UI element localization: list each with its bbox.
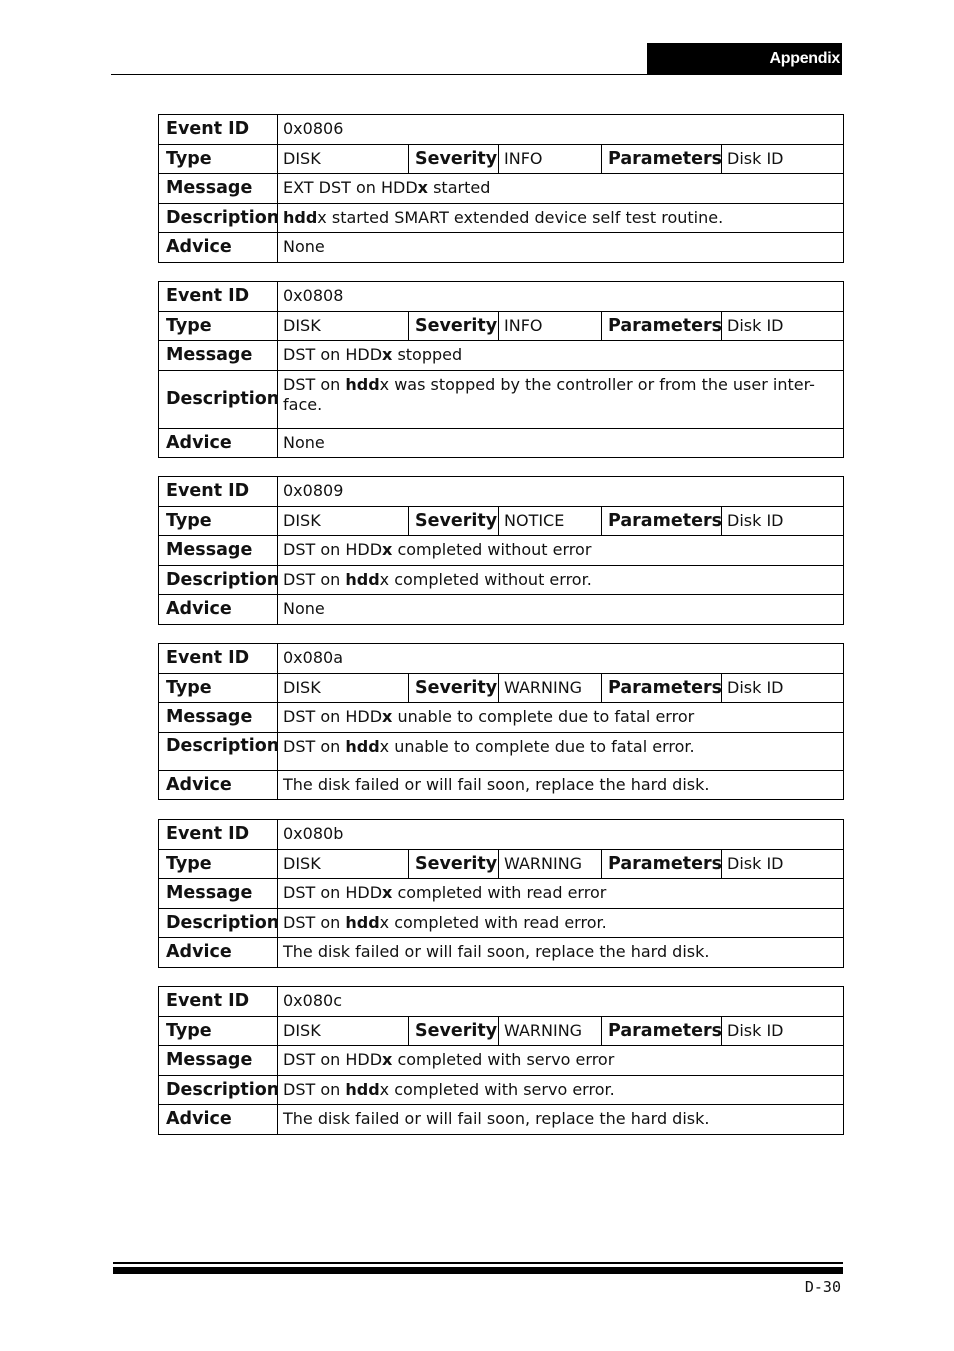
parameters-value: Disk ID [722,849,844,879]
description-text-rest: x started SMART extended device self test routine. [317,207,724,227]
description-text-rest: x unable to complete due to fatal error. [379,736,695,756]
advice-label: Advice [159,938,278,968]
type-value: DISK [278,673,409,703]
advice-value: The disk failed or will fail soon, replace the hard disk. [278,938,844,968]
message-value [278,341,844,371]
description-text-rest: x completed without error. [379,569,592,589]
type-label: Type [159,506,278,536]
message-text: DST on HDD [283,883,383,903]
type-value: DISK [278,311,409,341]
message-text-rest: completed with read error [392,883,607,903]
message-text: DST on HDD [283,540,383,560]
message-label: Message [159,879,278,909]
description-value [278,565,844,595]
event-id-value: 0x0808 [278,282,844,312]
footer-rule-thick [113,1267,843,1274]
event-table [158,643,844,800]
message-text-rest: completed without error [392,540,592,560]
advice-value: None [278,428,844,458]
description-bold-text: hdd [345,374,380,394]
description-bold-text: hdd [345,912,380,932]
description-label: Description [159,908,278,938]
type-label: Type [159,849,278,879]
description-label: Description [159,565,278,595]
type-value: DISK [278,1016,409,1046]
parameters-label: Parameters [602,849,722,879]
severity-value: NOTICE [499,506,602,536]
event-table [158,476,844,625]
advice-label: Advice [159,770,278,800]
type-label: Type [159,144,278,174]
description-text: DST on [283,736,346,756]
description-label: Description [159,203,278,233]
description-label: Description [159,1075,278,1105]
advice-label: Advice [159,1105,278,1135]
event-id-label: Event ID [159,987,278,1017]
advice-label: Advice [159,233,278,263]
severity-value: WARNING [499,1016,602,1046]
message-text: EXT DST on HDD [283,178,418,198]
severity-label: Severity [409,1016,499,1046]
message-label: Message [159,1046,278,1076]
message-label: Message [159,174,278,204]
type-label: Type [159,1016,278,1046]
severity-value: INFO [499,311,602,341]
event-id-label: Event ID [159,820,278,850]
advice-label: Advice [159,595,278,625]
severity-label: Severity [409,144,499,174]
message-value [278,879,844,909]
page-number: D-30 [804,1278,841,1296]
message-text-rest: unable to complete due to fatal error [392,707,695,727]
description-value [278,908,844,938]
type-label: Type [159,673,278,703]
event-table [158,819,844,968]
description-value [278,370,844,428]
parameters-label: Parameters [602,506,722,536]
message-bold-text: x [382,1050,393,1070]
severity-value: WARNING [499,673,602,703]
message-value [278,703,844,733]
parameters-value: Disk ID [722,144,844,174]
advice-value: None [278,595,844,625]
severity-label: Severity [409,506,499,536]
event-id-label: Event ID [159,644,278,674]
description-text: DST on [283,374,346,394]
advice-label: Advice [159,428,278,458]
message-value [278,536,844,566]
footer-rule-thin [113,1262,843,1264]
description-bold-text: hdd [345,736,380,756]
message-text-rest: started [428,178,491,198]
header-rule [111,74,647,75]
event-id-value: 0x080c [278,987,844,1017]
message-text: DST on HDD [283,345,383,365]
parameters-label: Parameters [602,673,722,703]
message-value [278,174,844,204]
message-bold-text: x [382,883,393,903]
severity-value: WARNING [499,849,602,879]
type-value: DISK [278,506,409,536]
advice-value: The disk failed or will fail soon, replace the hard disk. [278,770,844,800]
message-text-rest: stopped [392,345,463,365]
description-label: Description [159,732,278,770]
message-text-rest: completed with servo error [392,1050,615,1070]
message-bold-text: x [382,345,393,365]
message-label: Message [159,536,278,566]
event-id-value: 0x080b [278,820,844,850]
message-value [278,1046,844,1076]
description-value [278,1075,844,1105]
description-text: DST on [283,1079,346,1099]
description-bold-text: hdd [345,1079,380,1099]
description-text: DST on [283,569,346,589]
parameters-label: Parameters [602,1016,722,1046]
message-bold-text: x [382,707,393,727]
description-text-rest: x completed with servo error. [379,1079,615,1099]
severity-label: Severity [409,311,499,341]
event-table [158,986,844,1135]
event-id-value: 0x0809 [278,477,844,507]
message-text: DST on HDD [283,707,383,727]
parameters-value: Disk ID [722,506,844,536]
severity-label: Severity [409,849,499,879]
description-text-rest: x was stopped by the controller or from the user inter-face. [283,374,815,414]
event-id-value: 0x080a [278,644,844,674]
message-text: DST on HDD [283,1050,383,1070]
type-label: Type [159,311,278,341]
description-bold-text: hdd [345,569,380,589]
description-value [278,732,844,770]
description-text: DST on [283,912,346,932]
section-title: Appendix [769,50,840,67]
severity-label: Severity [409,673,499,703]
parameters-value: Disk ID [722,673,844,703]
description-text-rest: x completed with read error. [379,912,607,932]
message-bold-text: x [382,540,393,560]
event-id-label: Event ID [159,115,278,145]
event-id-label: Event ID [159,477,278,507]
message-label: Message [159,703,278,733]
parameters-value: Disk ID [722,1016,844,1046]
advice-value: The disk failed or will fail soon, replace the hard disk. [278,1105,844,1135]
parameters-value: Disk ID [722,311,844,341]
type-value: DISK [278,144,409,174]
message-bold-text: x [417,178,428,198]
event-table [158,281,844,458]
message-label: Message [159,341,278,371]
description-label: Description [159,370,278,428]
description-value [278,203,844,233]
section-header-tab [647,43,842,75]
description-bold-text: hdd [283,207,318,227]
type-value: DISK [278,849,409,879]
event-id-label: Event ID [159,282,278,312]
parameters-label: Parameters [602,144,722,174]
event-id-value: 0x0806 [278,115,844,145]
parameters-label: Parameters [602,311,722,341]
severity-value: INFO [499,144,602,174]
advice-value: None [278,233,844,263]
event-table [158,114,844,263]
